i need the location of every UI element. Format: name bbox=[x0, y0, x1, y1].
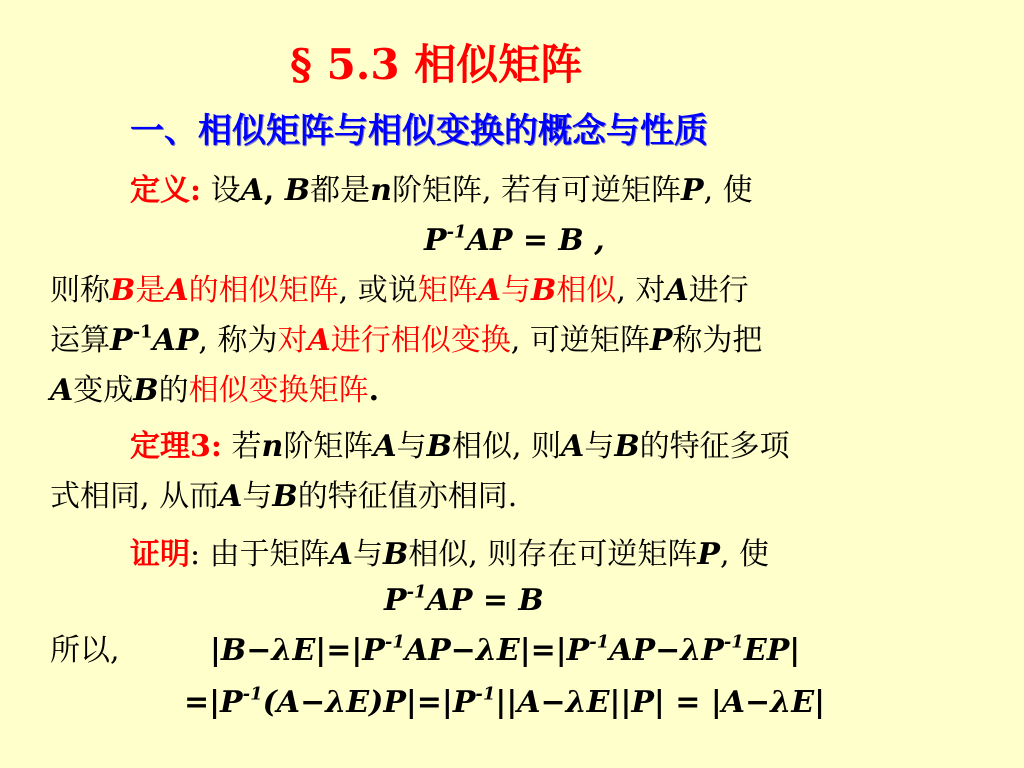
theorem-line-2: 式相同, 从而A与B的特征值亦相同. bbox=[50, 479, 518, 514]
definition-line-1: 定义: 设A, B都是n阶矩阵, 若有可逆矩阵P, 使 bbox=[130, 173, 753, 208]
definition-equation: $P^{-1}AP = B$ , bbox=[424, 221, 605, 258]
proof-equation-1: $P^{-1}AP = B$ bbox=[384, 581, 544, 618]
proof-label: 证明 bbox=[130, 537, 190, 572]
theorem-label: 定理3: bbox=[130, 429, 222, 464]
definition-line-3: 则称B是A的相似矩阵, 或说矩阵A与B相似, 对A进行 bbox=[50, 273, 749, 308]
definition-line-5: A变成B的相似变换矩阵. bbox=[50, 373, 380, 408]
page-title: § 5.3 相似矩阵 bbox=[290, 40, 583, 89]
definition-label: 定义: bbox=[130, 173, 202, 208]
section-subtitle: 一、相似矩阵与相似变换的概念与性质 bbox=[130, 111, 708, 151]
proof-line-1: 证明: 由于矩阵A与B相似, 则存在可逆矩阵P, 使 bbox=[130, 537, 770, 572]
theorem-line-1: 定理3: 若n阶矩阵A与B相似, 则A与B的特征多项 bbox=[130, 429, 790, 464]
definition-line-4: 运算$P^{-1}AP$, 称为对A进行相似变换, 可逆矩阵P称为把 bbox=[50, 321, 763, 358]
proof-so-label: 所以, bbox=[50, 633, 120, 668]
proof-equation-2: $|B-\lambda E|=|P^{-1}AP-\lambda E|=|P^{-1}AP-\lambda P^{-1}EP|$ bbox=[210, 631, 801, 668]
proof-equation-3: $=|P^{-1}(A-\lambda E)P|=|P^{-1}||A-\lambda E||P| = |A-\lambda E|$ bbox=[184, 683, 826, 720]
